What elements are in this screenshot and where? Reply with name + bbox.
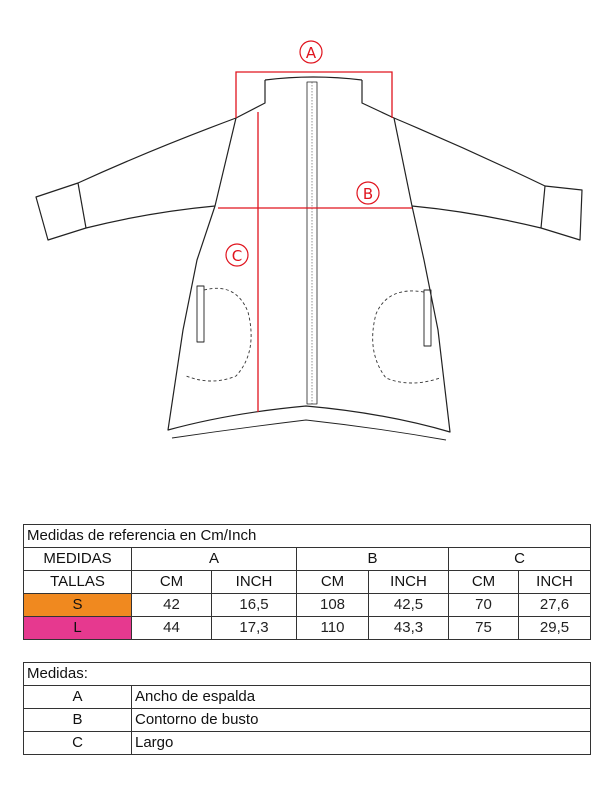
- table-cell: 17,3: [212, 617, 297, 640]
- table-cell: 70: [449, 594, 519, 617]
- legend-key: B: [24, 709, 132, 732]
- left-pocket-welt: [197, 286, 204, 342]
- hem-line: [172, 420, 446, 440]
- legend-table: [23, 662, 591, 755]
- header-b: B: [297, 548, 449, 571]
- left-sleeve-outline: [36, 118, 236, 240]
- legend-table-title: Medidas:: [24, 663, 591, 686]
- coat-body-outline: [168, 80, 450, 432]
- measurements-table: [23, 524, 591, 640]
- left-cuff: [78, 183, 86, 228]
- table-row: [24, 686, 591, 709]
- size-tag-l: L: [24, 617, 132, 640]
- unit-header: INCH: [369, 571, 449, 594]
- table-row: [24, 617, 591, 640]
- table-row: [24, 709, 591, 732]
- right-cuff: [541, 186, 545, 228]
- marker-c-label: C: [231, 247, 243, 265]
- unit-header: INCH: [519, 571, 591, 594]
- header-medidas: MEDIDAS: [24, 548, 132, 571]
- header-tallas: TALLAS: [24, 571, 132, 594]
- collar-top: [265, 77, 362, 80]
- marker-a-label: A: [305, 44, 317, 62]
- unit-header: INCH: [212, 571, 297, 594]
- table-row: [24, 732, 591, 755]
- header-a: A: [132, 548, 297, 571]
- table-cell: 16,5: [212, 594, 297, 617]
- table-cell: 108: [297, 594, 369, 617]
- left-pocket-bag: [186, 288, 251, 381]
- legend-key: A: [24, 686, 132, 709]
- legend-key: C: [24, 732, 132, 755]
- table-cell: 29,5: [519, 617, 591, 640]
- table-row: [24, 594, 591, 617]
- table-cell: 110: [297, 617, 369, 640]
- unit-header: CM: [449, 571, 519, 594]
- table-cell: 43,3: [369, 617, 449, 640]
- right-sleeve-outline: [394, 118, 582, 240]
- marker-b-label: B: [362, 185, 374, 203]
- header-c: C: [449, 548, 591, 571]
- table-cell: 42,5: [369, 594, 449, 617]
- unit-header: CM: [132, 571, 212, 594]
- legend-desc: Ancho de espalda: [132, 686, 591, 709]
- legend-desc: Contorno de busto: [132, 709, 591, 732]
- measurements-table-title: Medidas de referencia en Cm/Inch: [24, 525, 591, 548]
- right-pocket-bag: [373, 291, 440, 383]
- measure-line-a: [236, 72, 392, 118]
- table-cell: 44: [132, 617, 212, 640]
- legend-desc: Largo: [132, 732, 591, 755]
- table-cell: 75: [449, 617, 519, 640]
- unit-header: CM: [297, 571, 369, 594]
- size-tag-s: S: [24, 594, 132, 617]
- table-cell: 42: [132, 594, 212, 617]
- table-cell: 27,6: [519, 594, 591, 617]
- right-pocket-welt: [424, 290, 431, 346]
